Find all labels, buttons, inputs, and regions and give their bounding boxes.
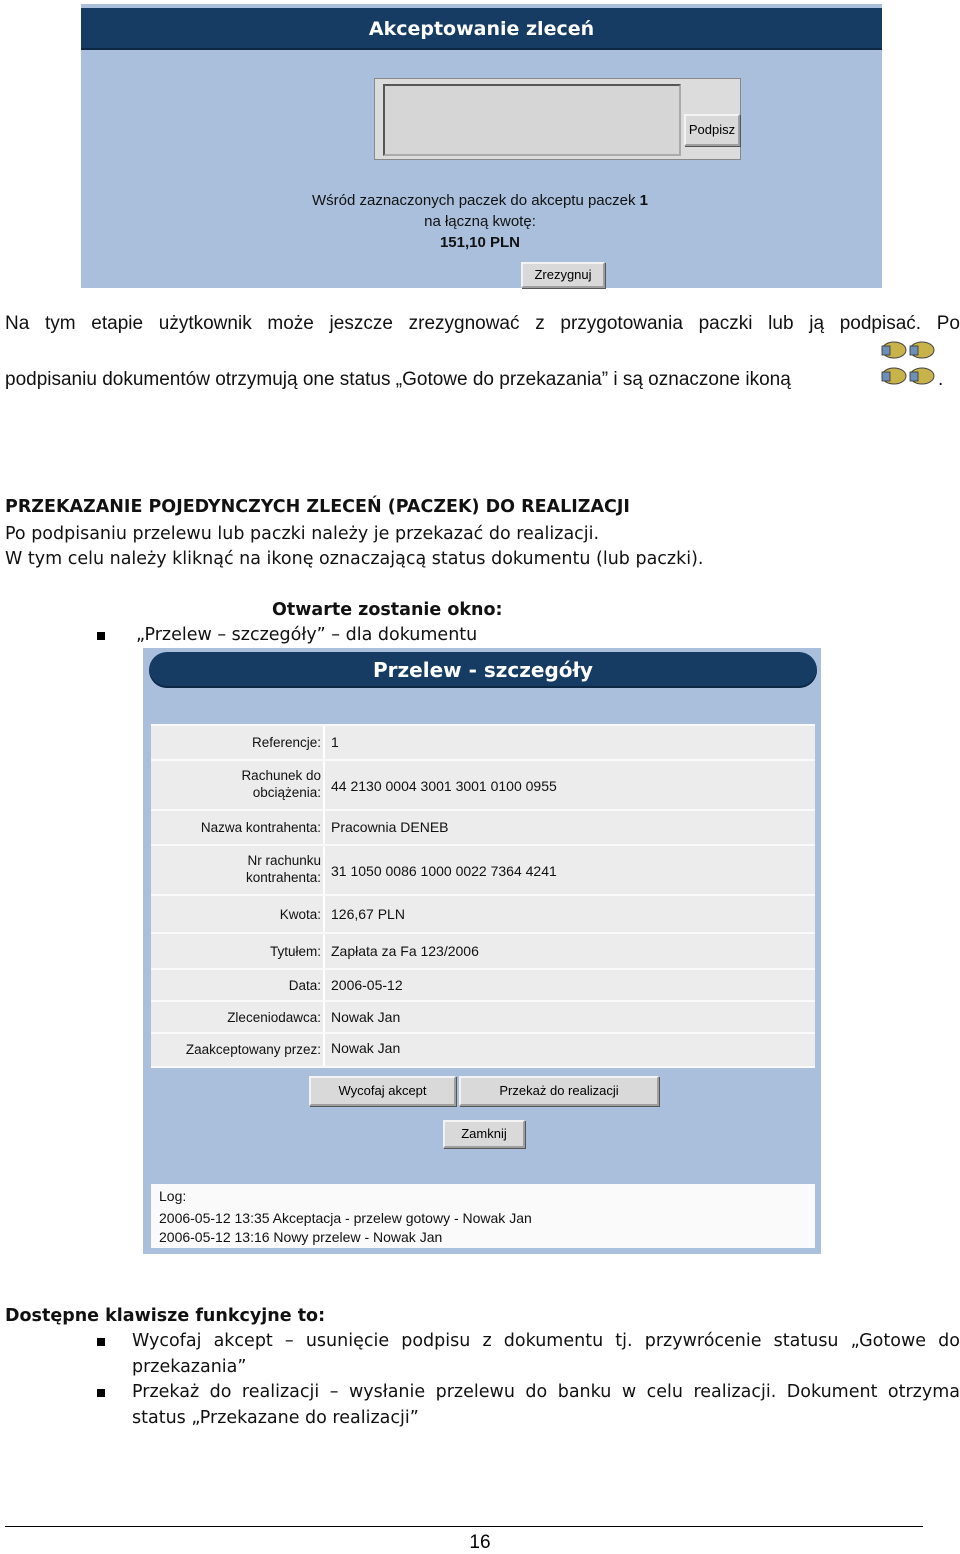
transfer-details-screenshot (143, 648, 821, 1254)
handshake-icon (880, 338, 938, 388)
function-keys-heading: Dostępne klawisze funkcyjne to: (5, 1306, 326, 1326)
detail-row (151, 934, 815, 968)
detail-label: Data: (288, 978, 321, 993)
detail-row (151, 761, 815, 809)
signature-text-area[interactable] (383, 84, 681, 156)
detail-row (151, 811, 815, 844)
square-bullet-icon (97, 1338, 105, 1346)
sign-button[interactable]: Podpisz (684, 114, 740, 146)
detail-label: Rachunek do obciążenia: (241, 768, 321, 800)
paragraph-1-period: . (938, 369, 944, 390)
detail-row (151, 846, 815, 894)
paragraph-1-line-2 (5, 369, 791, 391)
detail-label: Zaakceptowany przez: (185, 1042, 321, 1057)
detail-label: Zleceniodawca: (227, 1010, 321, 1025)
detail-label: Kwota: (279, 907, 321, 922)
log-label: Log: (159, 1188, 187, 1204)
detail-value: Pracownia DENEB (331, 819, 449, 835)
paragraph-2: Po podpisaniu przelewu lub paczki należy je przekazać do realizacji. (5, 524, 600, 544)
detail-value: Nowak Jan (331, 1040, 401, 1056)
log-entry: 2006-05-12 13:16 Nowy przelew - Nowak Jan (159, 1229, 443, 1245)
log-panel (151, 1184, 815, 1248)
cancel-button[interactable]: Zrezygnuj (521, 262, 605, 288)
detail-label: Nr rachunku kontrahenta: (245, 853, 321, 885)
detail-row (151, 726, 815, 759)
paragraph-1-text: podpisaniu dokumentów otrzymują one status „Gotowe do przekazania” i są oznaczone ikoną (5, 369, 791, 390)
details-table (151, 724, 815, 1068)
package-count: 1 (639, 192, 649, 209)
key-item-1-line-2: przekazania” (132, 1357, 247, 1377)
selection-summary (295, 190, 665, 253)
key-item-2-line-1: Przekaż do realizacji – wysłanie przelewu do banku w celu realizacji. Dokument otrzyma (132, 1382, 960, 1402)
detail-value: Zapłata za Fa 123/2006 (331, 943, 479, 959)
detail-value: 44 2130 0004 3001 3001 0100 0955 (331, 778, 557, 794)
detail-value: Nowak Jan (331, 1009, 401, 1025)
detail-row (151, 1034, 815, 1066)
details-window-title: Przelew - szczegóły (149, 652, 817, 688)
withdraw-acceptance-button[interactable]: Wycofaj akcept (309, 1076, 456, 1106)
page-number: 16 (469, 1532, 491, 1553)
close-button[interactable]: Zamknij (443, 1120, 525, 1148)
footer-divider (5, 1526, 923, 1527)
paragraph-3: W tym celu należy kliknąć na ikonę oznaczającą status dokumentu (lub paczki). (5, 549, 704, 569)
detail-label: Tytułem: (269, 944, 321, 959)
detail-value: 1 (331, 734, 339, 750)
detail-row (151, 970, 815, 1000)
square-bullet-icon (97, 1389, 105, 1397)
key-item-1-line-1: Wycofaj akcept – usunięcie podpisu z dokumentu tj. przywrócenie statusu „Gotowe do (132, 1331, 960, 1351)
detail-value: 31 1050 0086 1000 0022 7364 4241 (331, 863, 557, 879)
window-name-label: „Przelew – szczegóły” – dla dokumentu (136, 625, 478, 645)
detail-row (151, 1002, 815, 1032)
paragraph-1-line-1: Na tym etapie użytkownik może jeszcze zrezygnować z przygotowania paczki lub ją podpisać. Po (5, 313, 960, 334)
detail-value: 126,67 PLN (331, 906, 405, 922)
accept-window-title: Akceptowanie zleceń (81, 8, 882, 50)
summary-line2: na łączną kwotę: (424, 213, 536, 230)
key-item-2-line-2: status „Przekazane do realizacji” (132, 1408, 419, 1428)
detail-label: Nazwa kontrahenta: (200, 820, 321, 835)
accept-orders-screenshot (81, 4, 882, 288)
detail-value: 2006-05-12 (331, 977, 403, 993)
detail-row (151, 896, 815, 932)
log-entry: 2006-05-12 13:35 Akceptacja - przelew gotowy - Nowak Jan (159, 1210, 532, 1226)
submit-for-execution-button[interactable]: Przekaż do realizacji (459, 1076, 659, 1106)
square-bullet-icon (97, 632, 105, 640)
total-amount: 151,10 PLN (439, 234, 521, 251)
section-heading: PRZEKAZANIE POJEDYNCZYCH ZLECEŃ (PACZEK) DO REALIZACJI (5, 497, 630, 517)
detail-label: Referencje: (251, 735, 321, 750)
summary-line1: Wśród zaznaczonych paczek do akceptu paczek (311, 192, 636, 209)
window-opens-label: Otwarte zostanie okno: (272, 600, 503, 620)
